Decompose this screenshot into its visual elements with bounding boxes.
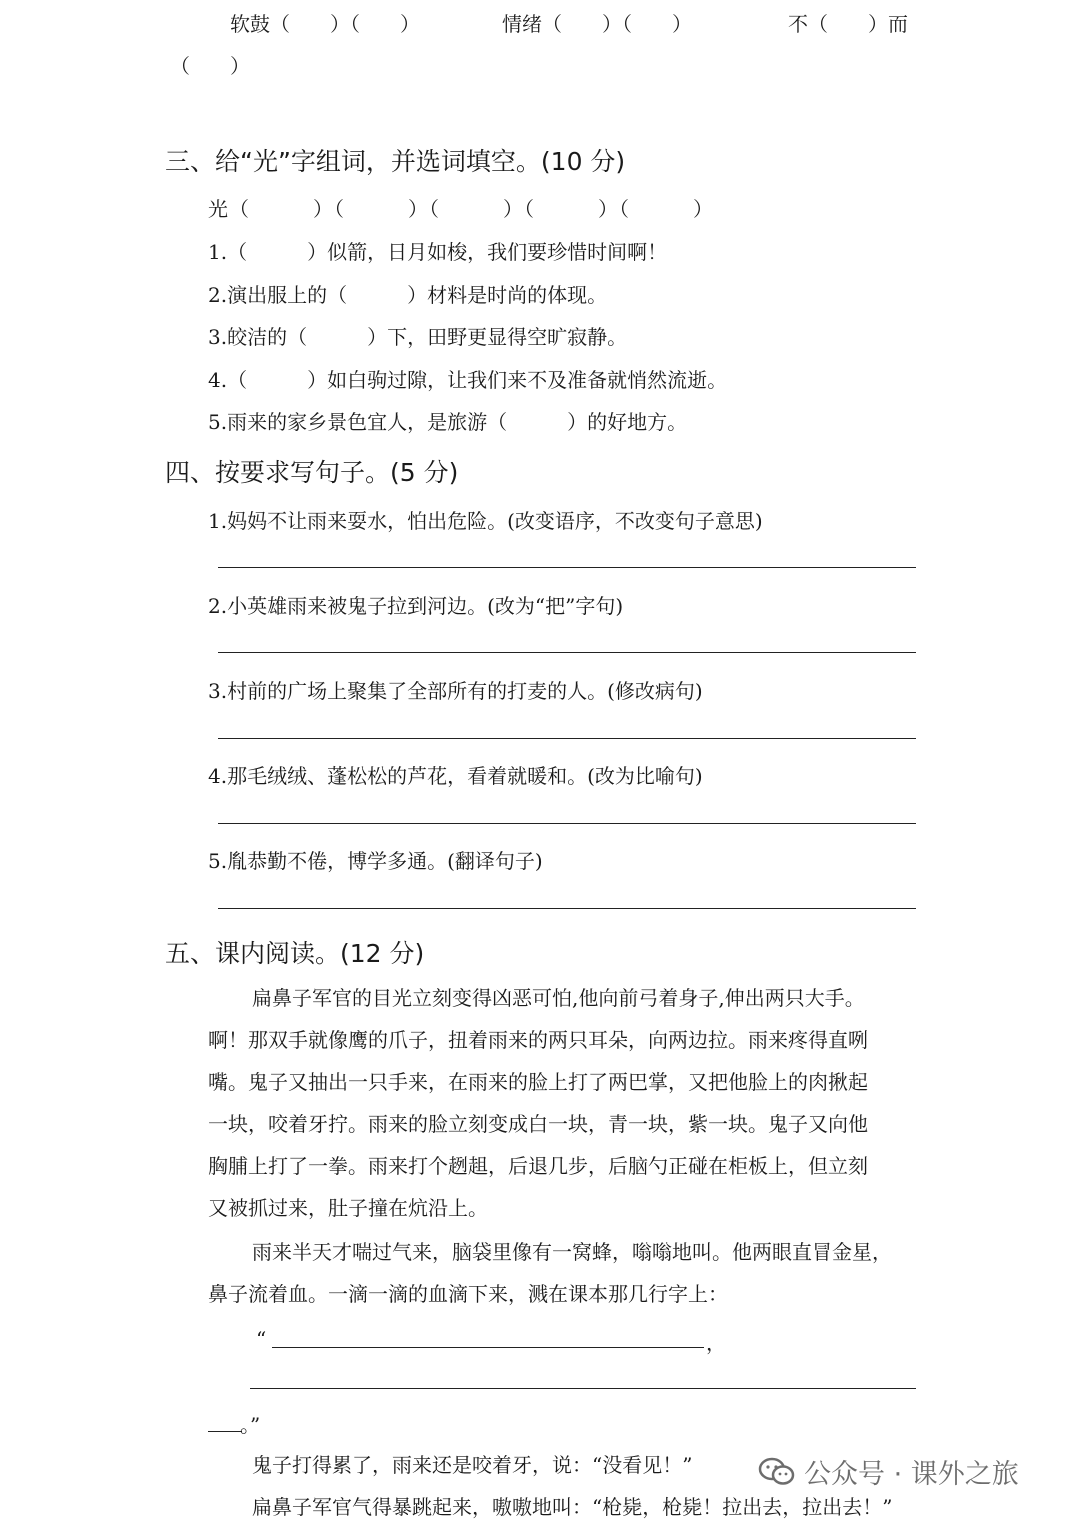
top-item-continuation: （ ） — [170, 54, 250, 78]
top-item-ruangu: 软鼓（ ）（ ） — [230, 12, 420, 36]
section5-title: 五、课内阅读。(12 分) — [165, 939, 425, 968]
section3-item-4: 4.（ ）如白驹过隙，让我们来不及准备就悄然流逝。 — [208, 368, 728, 392]
answer-line-2[interactable] — [218, 652, 916, 653]
top-item-qingxu: 情绪（ ）（ ） — [502, 12, 692, 36]
para1-line-5: 胸脯上打了一拳。雨来打个趔趄，后退几步，后脑勺正碰在柜板上，但立刻 — [208, 1154, 868, 1178]
quote-open-mark: “ — [256, 1327, 267, 1351]
para2-line-1: 雨来半天才喘过气来，脑袋里像有一窝蜂，嗡嗡地叫。他两眼直冒金星， — [252, 1240, 892, 1264]
para1-line-6: 又被抓过来，肚子撞在炕沿上。 — [208, 1196, 488, 1220]
section3-item-2: 2.演出服上的（ ）材料是时尚的体现。 — [208, 283, 608, 307]
section4-item-4: 4.那毛绒绒、蓬松松的芦花，看着就暖和。(改为比喻句) — [208, 764, 703, 788]
section4-item-1: 1.妈妈不让雨来耍水，怕出危险。(改变语序，不改变句子意思) — [208, 509, 763, 533]
section3-item-3: 3.皎洁的（ ）下，田野更显得空旷寂静。 — [208, 325, 628, 349]
quote-close-mark: 。” — [240, 1413, 261, 1437]
para1-line-3: 嘴。鬼子又抽出一只手来，在雨来的脸上打了两巴掌，又把他脸上的肉揪起 — [208, 1070, 868, 1094]
para4: 扁鼻子军官气得暴跳起来，嗷嗷地叫：“枪毙，枪毙！拉出去，拉出去！” — [252, 1495, 893, 1519]
section3-title: 三、给“光”字组词，并选词填空。(10 分) — [165, 147, 626, 176]
section4-item-2: 2.小英雄雨来被鬼子拉到河边。(改为“把”字句) — [208, 594, 624, 618]
watermark — [758, 1452, 1019, 1491]
answer-line-1[interactable] — [218, 567, 916, 568]
para1-line-1: 扁鼻子军官的目光立刻变得凶恶可怕,他向前弓着身子,伸出两只大手。 — [252, 986, 865, 1010]
answer-line-4[interactable] — [218, 823, 916, 824]
answer-line-3[interactable] — [218, 738, 916, 739]
section3-word-row: 光（ ）（ ）（ ）（ ）（ ） — [208, 197, 714, 221]
quote-blank-3[interactable] — [208, 1431, 242, 1432]
quote-comma: ， — [706, 1331, 726, 1355]
section3-item-1: 1.（ ）似箭，日月如梭，我们要珍惜时间啊！ — [208, 240, 668, 264]
wechat-icon — [758, 1457, 796, 1487]
answer-line-5[interactable] — [218, 908, 916, 909]
para2-line-2: 鼻子流着血。一滴一滴的血滴下来，溅在课本那几行字上： — [208, 1282, 728, 1306]
para3: 鬼子打得累了，雨来还是咬着牙，说：“没看见！” — [252, 1453, 693, 1477]
section4-title: 四、按要求写句子。(5 分) — [165, 458, 459, 487]
quote-blank-2[interactable] — [250, 1388, 916, 1389]
section3-item-5: 5.雨来的家乡景色宜人，是旅游（ ）的好地方。 — [208, 410, 688, 434]
quote-blank-1[interactable] — [272, 1347, 704, 1348]
top-item-bu-er: 不（ ）而 — [788, 12, 908, 36]
section4-item-5: 5.胤恭勤不倦，博学多通。(翻译句子) — [208, 849, 543, 873]
para1-line-2: 啊！那双手就像鹰的爪子，扭着雨来的两只耳朵，向两边拉。雨来疼得直咧 — [208, 1028, 868, 1052]
watermark-text: 公众号 · 课外之旅 — [804, 1459, 1019, 1490]
para1-line-4: 一块，咬着牙拧。雨来的脸立刻变成白一块，青一块，紫一块。鬼子又向他 — [208, 1112, 868, 1136]
section4-item-3: 3.村前的广场上聚集了全部所有的打麦的人。(修改病句) — [208, 679, 703, 703]
